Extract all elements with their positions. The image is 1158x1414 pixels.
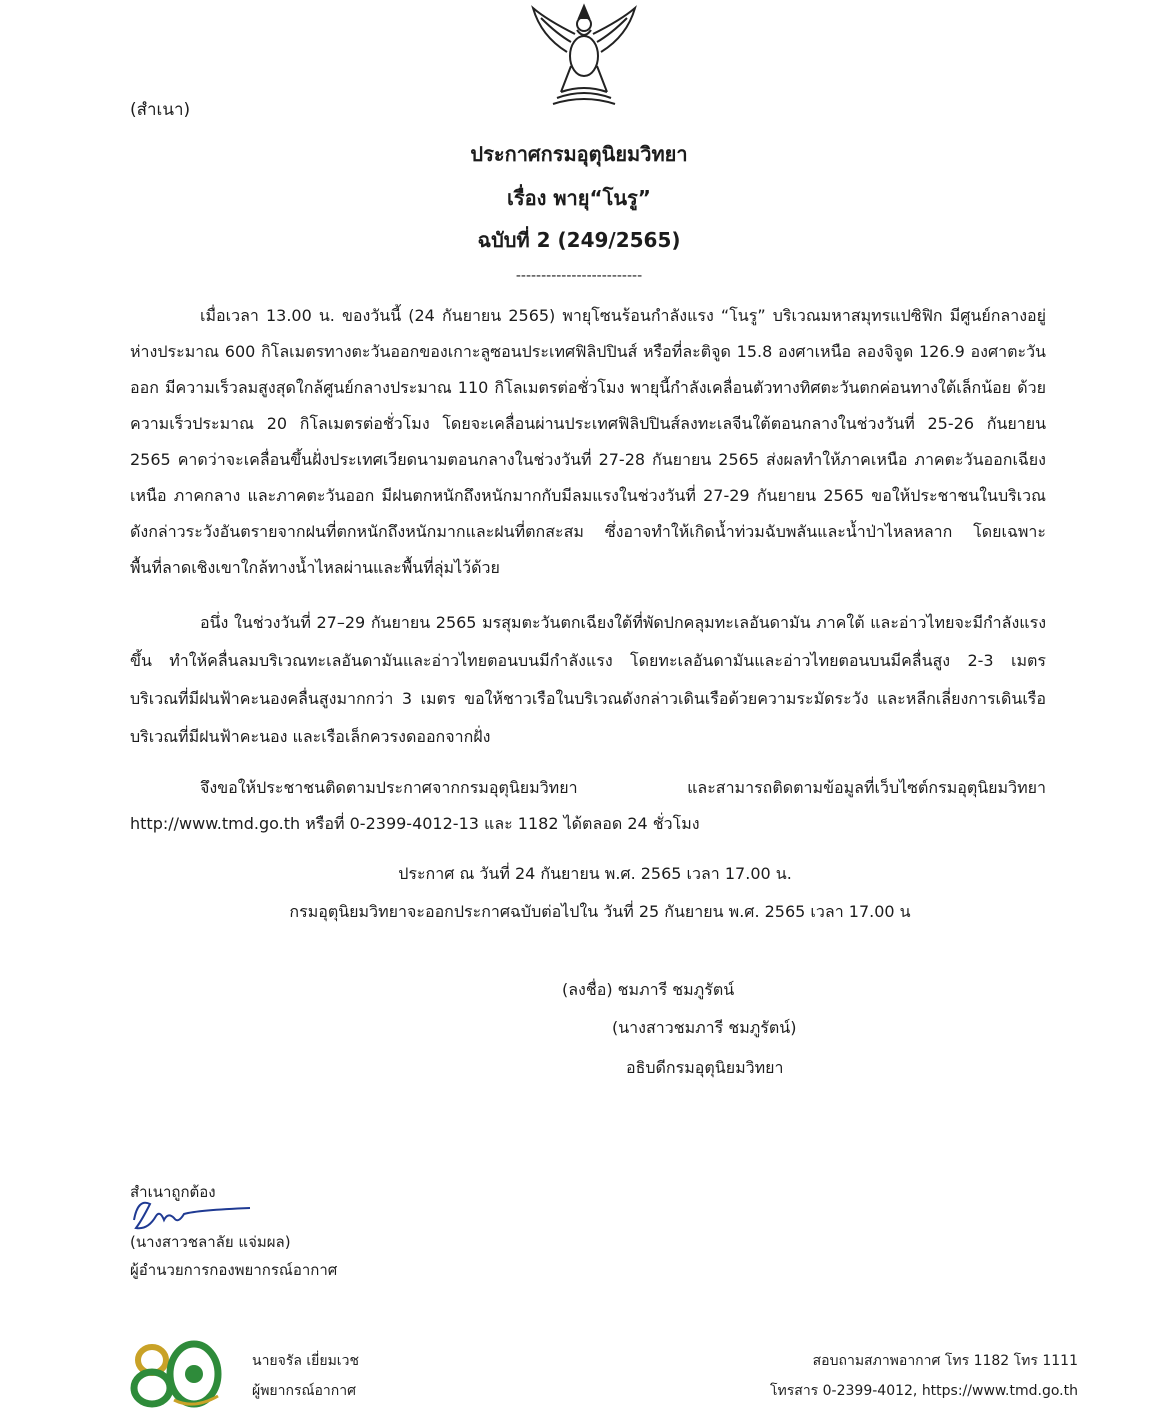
copy-mark: (สำเนา) — [130, 100, 191, 120]
tmd-80-years-logo-icon — [128, 1340, 224, 1408]
next-announce-date: กรมอุตุนิยมวิทยาจะออกประกาศฉบับต่อไปใน วันที่ 25 กันยายน พ.ศ. 2565 เวลา 17.00 น — [289, 902, 911, 921]
certified-copy-label: สำเนาถูกต้อง — [130, 1183, 216, 1201]
signatory-full-name: (นางสาวชมภารี ชมภูรัตน์) — [612, 1018, 797, 1037]
signatory-position: อธิบดีกรมอุตุนิยมวิทยา — [626, 1058, 784, 1077]
document-subject: เรื่อง พายุ“โนรู” — [507, 186, 651, 210]
separator-line: ------------------------- — [515, 268, 643, 284]
forecaster-name: นายจรัล เยี่ยมเวช — [252, 1353, 359, 1369]
certifier-position: ผู้อำนวยการกองพยากรณ์อากาศ — [130, 1261, 338, 1279]
certifier-name: (นางสาวชลาลัย แจ่มผล) — [130, 1233, 291, 1251]
paragraph-follow-updates: จึงขอให้ประชาชนติดตามประกาศจากกรมอุตุนิยมวิทยา และสามารถติดตามข้อมูลที่เว็บไซต์กรมอุตุนิยมวิทยา http://www.tmd.go.th หรือที่ 0-2399-4012-13 และ 1182 ได้ตลอด 24 ชั่วโมง — [130, 778, 1046, 833]
announce-date: ประกาศ ณ วันที่ 24 กันยายน พ.ศ. 2565 เวลา 17.00 น. — [398, 864, 792, 883]
paragraph-storm-details: เมื่อเวลา 13.00 น. ของวันนี้ (24 กันยายน 2565) พายุโซนร้อนกำลังแรง “โนรู” บริเวณมหาสมุทรแปซิฟิก มีศูนย์กลางอยู่ห่างประมาณ 600 กิโลเมตรทางตะวันออกของเกาะลูซอนประเทศฟิลิปปินส์ หรือที่ละติจูด 15.8 องศาเหนือ ลองจิจูด 126.9 องศาตะวันออก มีความเร็วลมสูงสุดใกล้ศูนย์กลางประมาณ 110 กิโลเมตรต่อชั่วโมง พายุนี้กำลังเคลื่อนตัวทางทิศตะวันตกค่อนทางใต้เล็กน้อย ด้วยความเร็วประมาณ 20 กิโลเมตรต่อชั่วโมง โดยจะเคลื่อนผ่านประเทศฟิลิปปินส์ลงทะเลจีนใต้ตอนกลางในช่วงวันที่ 25-26 กันยายน 2565 คาดว่าจะเคลื่อนขึ้นฝั่งประเทศเวียดนามตอนกลางในช่วงวันที่ 27-28 กันยายน 2565 ส่งผลทำให้ภาคเหนือ ภาคตะวันออกเฉียงเหนือ ภาคกลาง และภาคตะวันออก มีฝนตกหนักถึงหนักมากกับมีลมแรงในช่วงวันที่ 27-29 กันยายน 2565 ขอให้ประชาชนในบริเวณดังกล่าวระวังอันตรายจากฝนที่ตกหนักถึงหนักมากและฝนที่ตกสะสม ซึ่งอาจทำให้เกิดน้ำท่วมฉับพลันและน้ำป่าไหลหลาก โดยเฉพาะพื้นที่ลาดเชิงเขาใกล้ทางน้ำไหลผ่านและพื้นที่ลุ่มไว้ด้วย — [130, 306, 1046, 577]
document-title: ประกาศกรมอุตุนิยมวิทยา — [470, 142, 688, 166]
signed-line: (ลงชื่อ) ชมภารี ชมภูรัตน์ — [562, 980, 735, 999]
paragraph-monsoon-warning: อนึ่ง ในช่วงวันที่ 27–29 กันยายน 2565 มรสุมตะวันตกเฉียงใต้ที่พัดปกคลุมทะเลอันดามัน ภาคใต้ และอ่าวไทยจะมีกำลังแรงขึ้น ทำให้คลื่นลมบริเวณทะเลอันดามันและอ่าวไทยตอนบนมีกำลังแรง โดยทะเลอันดามันและอ่าวไทยตอนบนมีคลื่นสูง 2-3 เมตร บริเวณที่มีฝนฟ้าคะนองคลื่นสูงมากกว่า 3 เมตร ขอให้ชาวเรือในบริเวณดังกล่าวเดินเรือด้วยความระมัดระวัง และหลีกเลี่ยงการเดินเรือบริเวณที่มีฝนฟ้าคะนอง และเรือเล็กควรงดออกจากฝั่ง — [130, 613, 1046, 746]
garuda-emblem-icon — [527, 0, 641, 112]
contact-fax-website: โทรสาร 0-2399-4012, https://www.tmd.go.th — [770, 1383, 1078, 1399]
forecaster-role: ผู้พยากรณ์อากาศ — [252, 1383, 356, 1399]
document-issue-number: ฉบับที่ 2 (249/2565) — [477, 228, 681, 252]
contact-phone: สอบถามสภาพอากาศ โทร 1182 โทร 1111 — [812, 1353, 1078, 1369]
